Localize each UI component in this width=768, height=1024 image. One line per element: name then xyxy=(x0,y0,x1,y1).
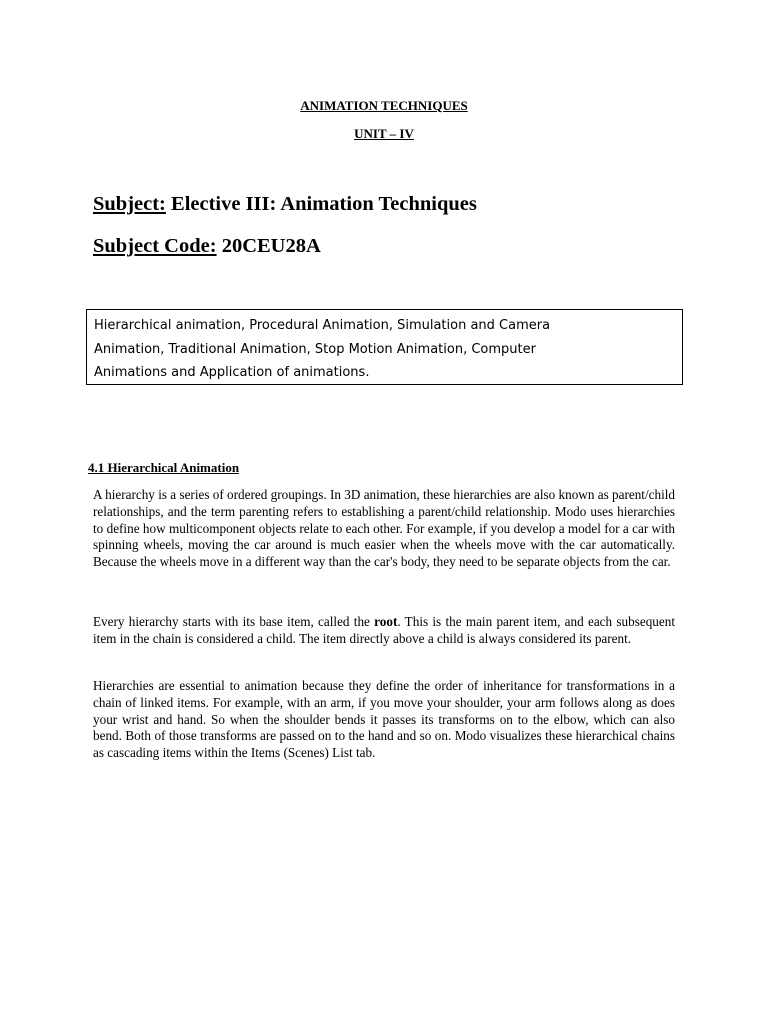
syllabus-line: Animations and Application of animations. xyxy=(94,365,370,380)
subject-value: Elective III: Animation Techniques xyxy=(171,193,477,215)
paragraph-hierarchy-definition: A hierarchy is a series of ordered groupings. In 3D animation, these hierarchies are also known as parent/child relationships, and the term parenting refers to establishing a parent/child relationship. Modo uses hierarchies to define how multicomponent objects relate to each other. For example, if you develop a model for a car with spinning wheels, moving the car around is much easier when the wheels move with the car automatically. Because the wheels move in a different way than the car's body, they need to be separate objects from the car. xyxy=(93,487,675,570)
subject-code-label: Subject Code: xyxy=(93,235,217,257)
syllabus-line: Hierarchical animation, Procedural Animation, Simulation and Camera xyxy=(94,318,551,333)
document-title: ANIMATION TECHNIQUES xyxy=(300,98,468,113)
paragraph-inheritance: Hierarchies are essential to animation because they define the order of inheritance for transformations in a chain of linked items. For example, with an arm, if you move your shoulder, your arm follows along as does your wrist and hand. So when the shoulder bends it passes its transforms on to the elbow, which can also bend. Both of those transforms are passed on to the hand and so on. Modo visualizes these hierarchical chains as cascading items within the Items (Scenes) List tab. xyxy=(93,678,675,761)
syllabus-line: Animation, Traditional Animation, Stop Motion Animation, Computer xyxy=(94,341,536,357)
subject-label: Subject: xyxy=(93,193,166,215)
section-heading: 4.1 Hierarchical Animation xyxy=(88,460,240,475)
unit-heading: UNIT – IV xyxy=(354,126,414,141)
subject-code-value: 20CEU28A xyxy=(221,235,321,257)
paragraph-text: Every hierarchy starts with its base item, called the xyxy=(93,614,375,629)
root-term: root xyxy=(374,614,398,629)
paragraph-root-item xyxy=(93,614,675,648)
subject-code-line xyxy=(93,235,321,258)
syllabus-box xyxy=(86,309,683,385)
paragraph-text: . This is the main parent item, and each subsequent item in the chain is considered a child. The item directly above a child is always considered its parent. xyxy=(93,614,675,646)
subject-line xyxy=(93,193,477,216)
